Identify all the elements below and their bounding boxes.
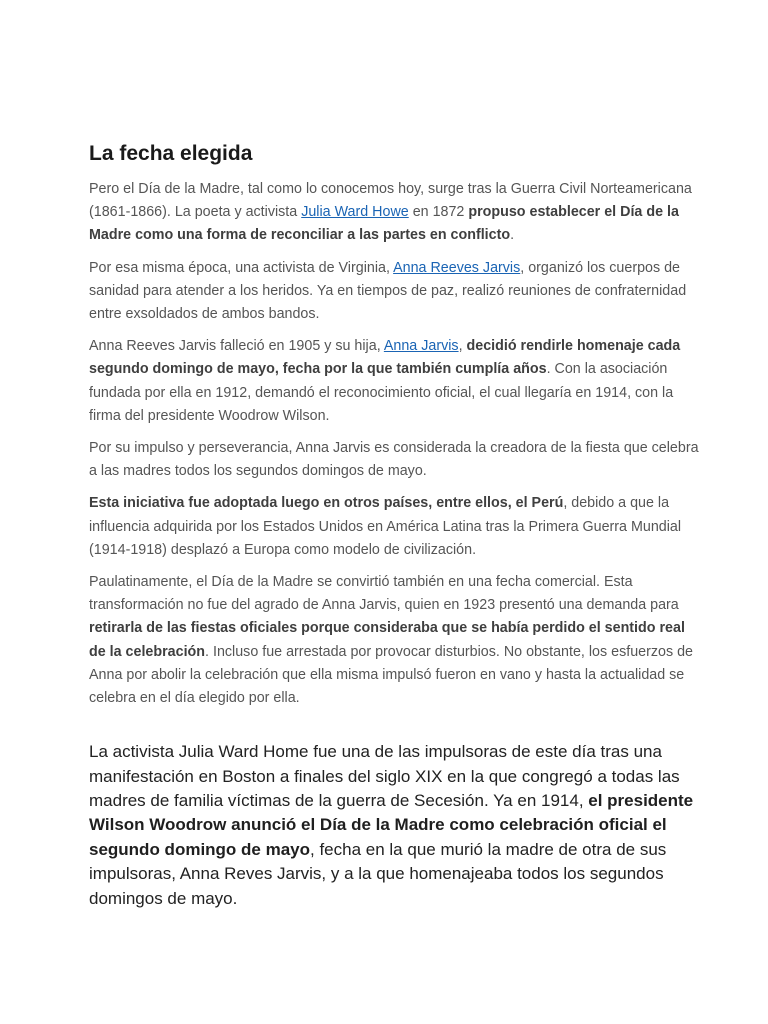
paragraph-5-bold: Esta iniciativa fue adoptada luego en otros países, entre ellos, el Perú (89, 495, 564, 512)
link-anna-jarvis[interactable]: Anna Jarvis (383, 338, 459, 355)
paragraph-3-text-b: , (458, 338, 467, 355)
paragraph-5-text: , debido a que la influencia adquirida por los Estados Unidos en América Latina tras la Primera Guerra Mundial (1914-1918) desplazó a Europa como modelo de civilización. (89, 495, 682, 558)
paragraph-1-bold: propuso establecer el Día de la Madre como una forma de reconciliar a las partes en conflicto (89, 204, 679, 244)
paragraph-4 (89, 437, 701, 483)
document-page (89, 140, 701, 911)
link-julia-ward-howe[interactable]: Julia Ward Howe (301, 204, 409, 221)
paragraph-1-text-b: en 1872 (408, 204, 469, 221)
paragraph-1 (89, 178, 701, 248)
summary-block (89, 740, 701, 911)
paragraph-6-text-a: Paulatinamente, el Día de la Madre se convirtió también en una fecha comercial. Esta transformación no fue del agrado de Anna Jarvis, quien en 1923 presentó una demanda para (89, 574, 679, 614)
summary-text-b: , fecha en la que murió la madre de otra de sus impulsoras, Anna Reves Jarvis, y a la que homenajeaba todos los segundos domingos de mayo. (89, 839, 667, 908)
paragraph-6 (89, 571, 701, 710)
paragraph-3-bold: decidió rendirle homenaje cada segundo domingo de mayo, fecha por la que también cumplía años (89, 338, 681, 378)
paragraph-3-text-c: . Con la asociación fundada por ella en 1912, demandó el reconocimiento oficial, el cual llegaría en 1914, con la firma del presidente Woodrow Wilson. (89, 361, 674, 424)
paragraph-2-text-b: , organizó los cuerpos de sanidad para atender a los heridos. Ya en tiempos de paz, realizó reuniones de confraternidad entre exsoldados de ambos bandos. (89, 259, 687, 323)
paragraph-3-text-a: Anna Reeves Jarvis falleció en 1905 y su hija, (89, 338, 384, 355)
summary-text-a: La activista Julia Ward Home fue una de las impulsoras de este día tras una manifestación en Boston a finales del siglo XIX en la que congregó a todas las madres de familia víctimas de la guerra de Secesión. Ya en 1914, (89, 742, 680, 811)
paragraph-1-text-a: Pero el Día de la Madre, tal como lo conocemos hoy, surge tras la Guerra Civil Norteamericana (1861-1866). La poeta y activista (89, 181, 692, 221)
paragraph-3 (89, 335, 701, 428)
paragraph-6-text-b: . Incluso fue arrestada por provocar disturbios. No obstante, los esfuerzos de Anna por abolir la celebración que ella misma impulsó fueron en vano y hasta la actualidad se celebra en el día elegido por ella. (89, 643, 693, 707)
summary-paragraph (89, 740, 701, 911)
summary-bold: el presidente Wilson Woodrow anunció el Día de la Madre como celebración oficial el segundo domingo de mayo (89, 791, 694, 859)
paragraph-5 (89, 492, 701, 562)
paragraph-2-text-a: Por esa misma época, una activista de Virginia, (89, 259, 394, 276)
paragraph-2 (89, 257, 701, 327)
article-body (89, 178, 701, 710)
section-heading: La fecha elegida (89, 142, 253, 165)
link-anna-reeves-jarvis[interactable]: Anna Reeves Jarvis (393, 259, 521, 276)
paragraph-6-bold: retirarla de las fiestas oficiales porque consideraba que se había perdido el sentido real de la celebración (89, 620, 685, 660)
paragraph-1-text-c: . (510, 227, 515, 244)
paragraph-4-text: Por su impulso y perseverancia, Anna Jarvis es considerada la creadora de la fiesta que celebra a las madres todos los segundos domingos de mayo. (89, 440, 699, 480)
